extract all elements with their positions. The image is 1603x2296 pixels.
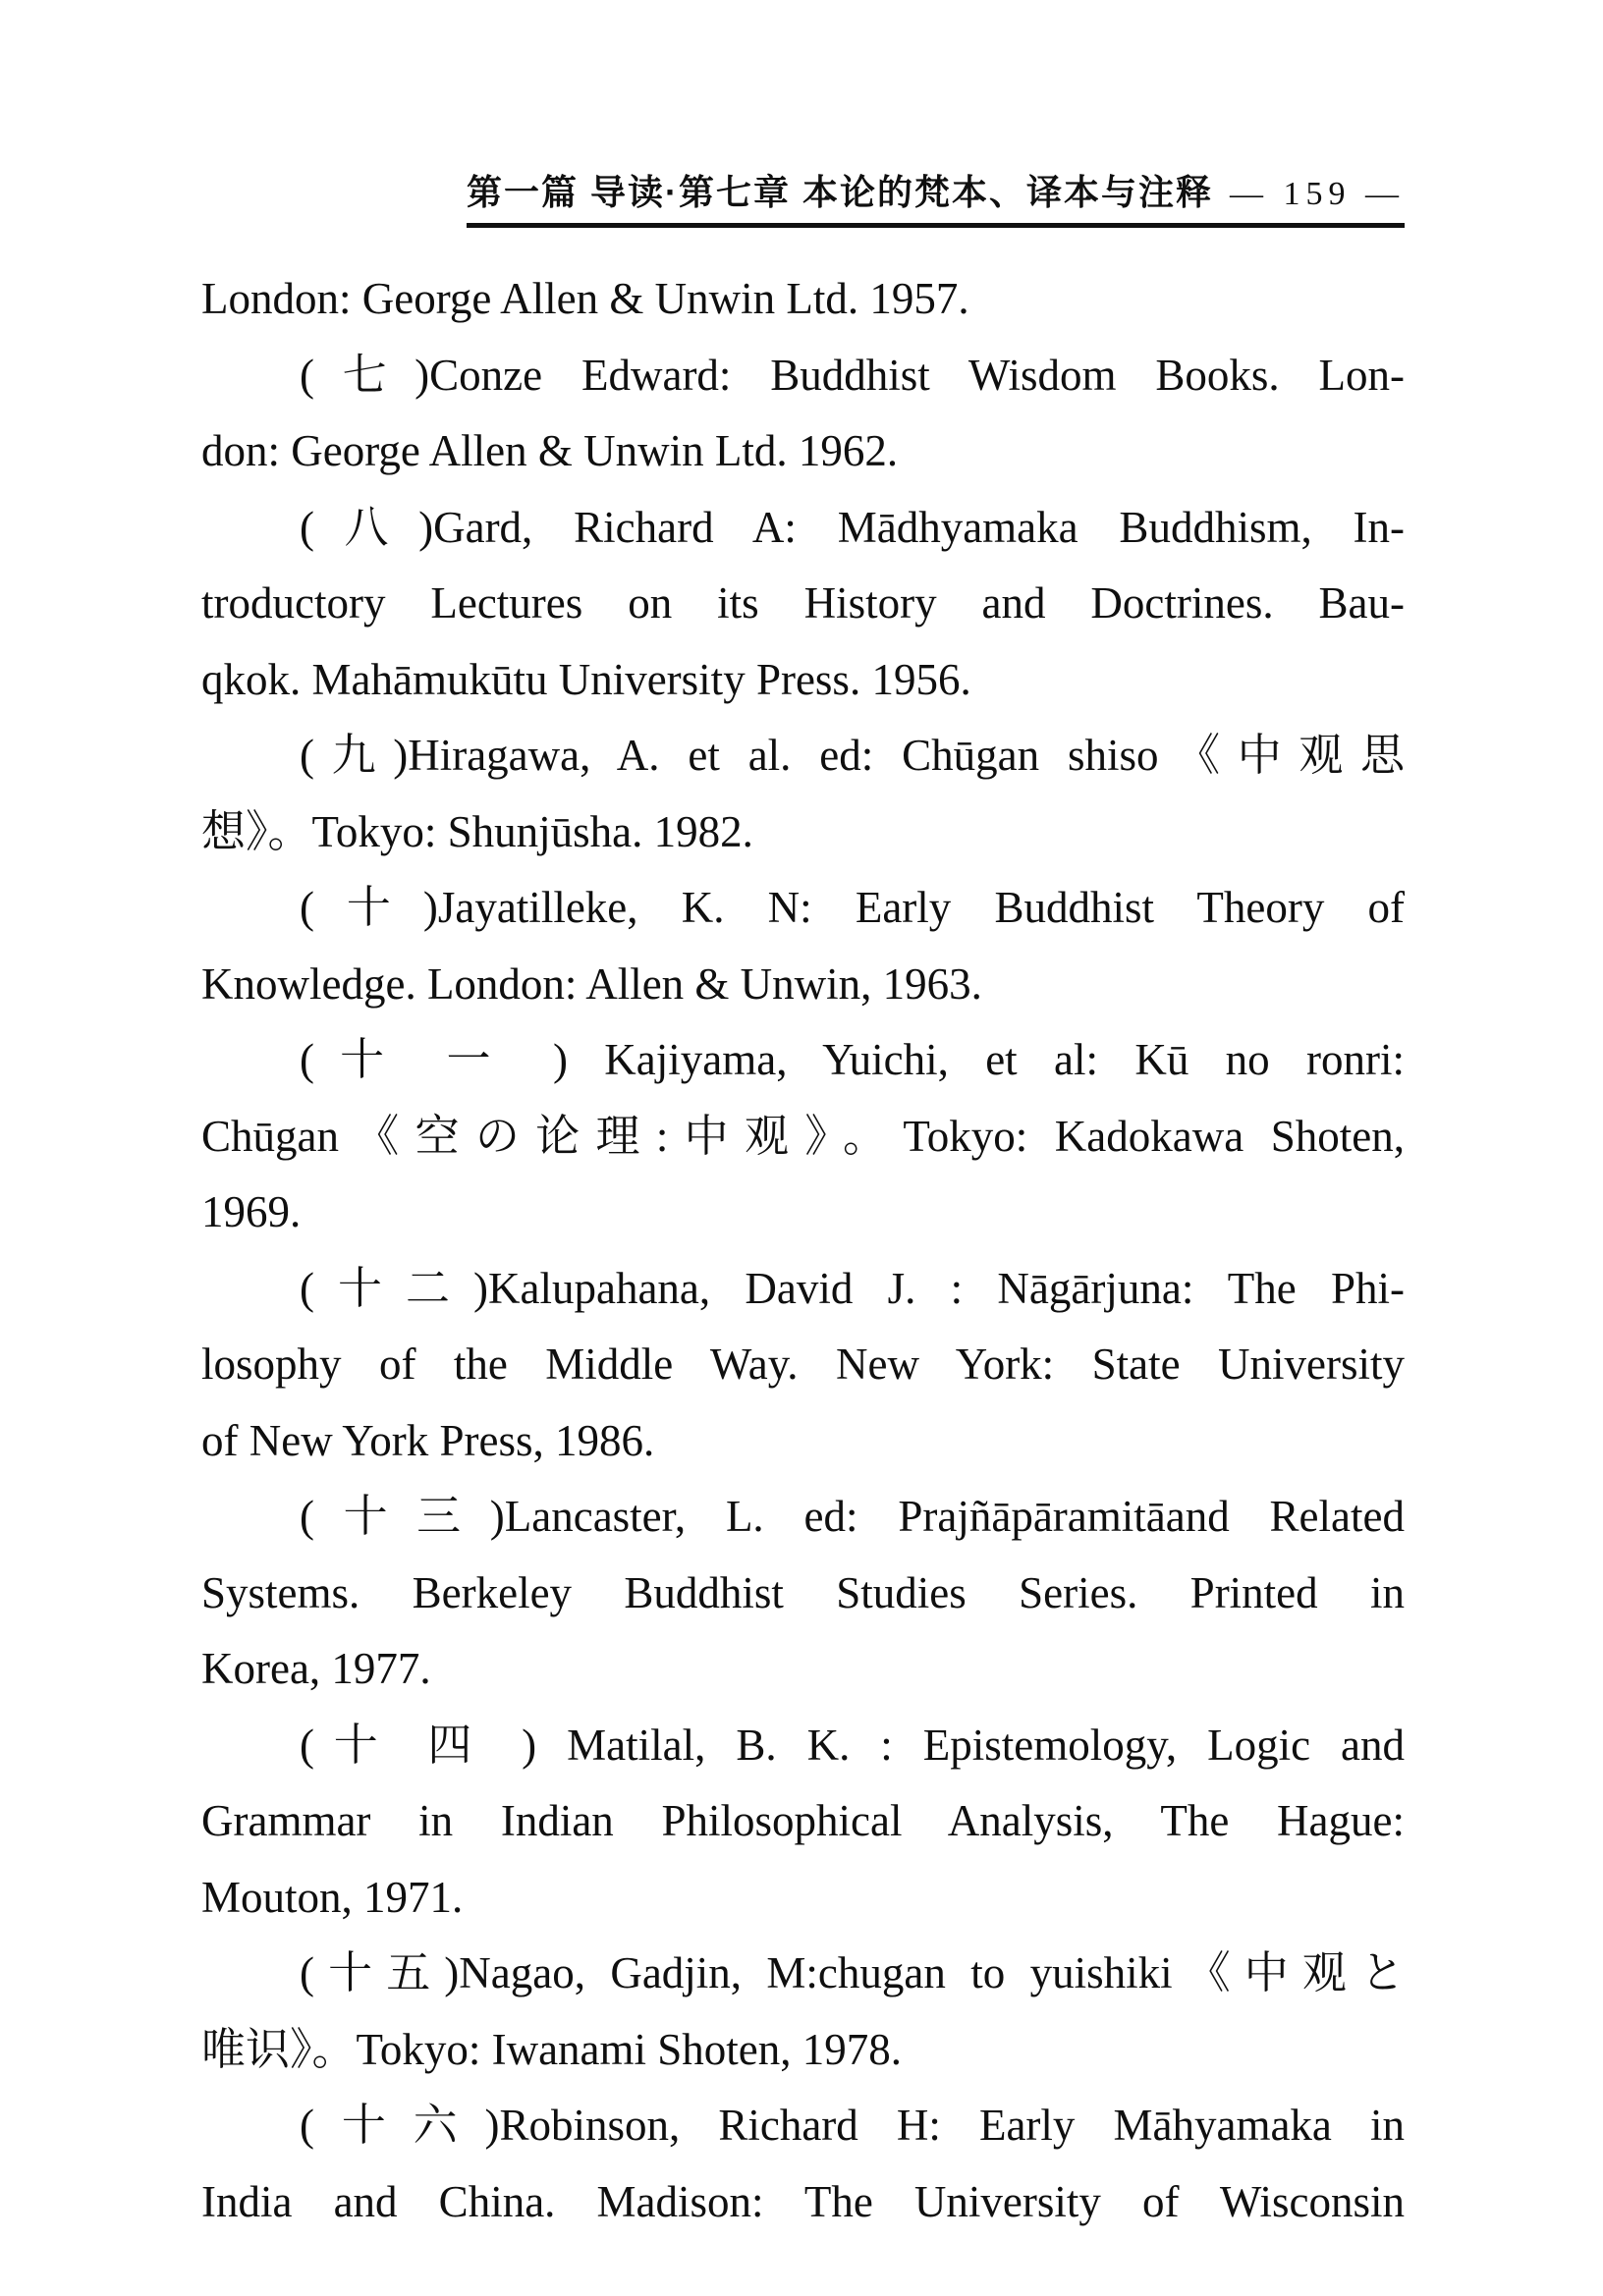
text-line: 想》。Tokyo: Shunjūsha. 1982.	[201, 806, 753, 856]
page-number-marker: — 159 —	[1230, 176, 1405, 212]
running-header-title: 第一篇 导读·第七章 本论的梵本、译本与注释	[467, 172, 1213, 212]
text-line: 1969.	[201, 1187, 302, 1236]
text-line: losophy of the Middle Way. New York: State University	[201, 1339, 1405, 1389]
text-line: (十二)Kalupahana, David J. : Nāgārjuna: The Phi-	[300, 1263, 1405, 1313]
text-line: (十五)Nagao, Gadjin, M:chugan to yuishiki《中观と	[300, 1948, 1405, 1997]
text-line: (七)Conze Edward: Buddhist Wisdom Books. Lon-	[300, 350, 1405, 400]
text-line: (十)Jayatilleke, K. N: Early Buddhist Theory of	[300, 883, 1405, 932]
text-line: Knowledge. London: Allen & Unwin, 1963.	[201, 958, 982, 1009]
text-line: (十三)Lancaster, L. ed: Prajñāpāramitāand Related	[300, 1492, 1405, 1541]
text-line: 唯识》。Tokyo: Iwanami Shoten, 1978.	[201, 2024, 903, 2074]
text-line: (十 四 ) Matilal, B. K. : Epistemology, Logic and	[300, 1720, 1405, 1770]
running-header	[467, 165, 1405, 228]
text-line: Korea, 1977.	[201, 1644, 431, 1693]
bibliography-text	[201, 261, 1405, 2240]
text-line: Mouton, 1971.	[201, 1872, 464, 1922]
text-line: (九)Hiragawa, A. et al. ed: Chūgan shiso《中观思	[300, 731, 1405, 780]
text-line: (十六)Robinson, Richard H: Early Māhyamaka in	[300, 2101, 1405, 2150]
text-line: India and China. Madison: The University of Wisconsin	[201, 2176, 1405, 2226]
text-line: (十 一 ) Kajiyama, Yuichi, et al: Kū no ronri:	[300, 1035, 1405, 1084]
text-line: troductory Lectures on its History and Doctrines. Bau-	[201, 578, 1405, 628]
text-line: don: George Allen & Unwin Ltd. 1962.	[201, 426, 899, 475]
text-line: Chūgan《空の论理:中观》。Tokyo: Kadokawa Shoten,	[201, 1111, 1405, 1161]
text-line: of New York Press, 1986.	[201, 1415, 655, 1465]
text-line: Grammar in Indian Philosophical Analysis, The Hague:	[201, 1796, 1405, 1845]
text-line: London: George Allen & Unwin Ltd. 1957.	[201, 274, 969, 323]
text-line: Systems. Berkeley Buddhist Studies Series. Printed in	[201, 1567, 1405, 1617]
text-line: qkok. Mahāmukūtu University Press. 1956.	[201, 654, 971, 704]
text-line: (八)Gard, Richard A: Mādhyamaka Buddhism, In-	[300, 502, 1405, 552]
